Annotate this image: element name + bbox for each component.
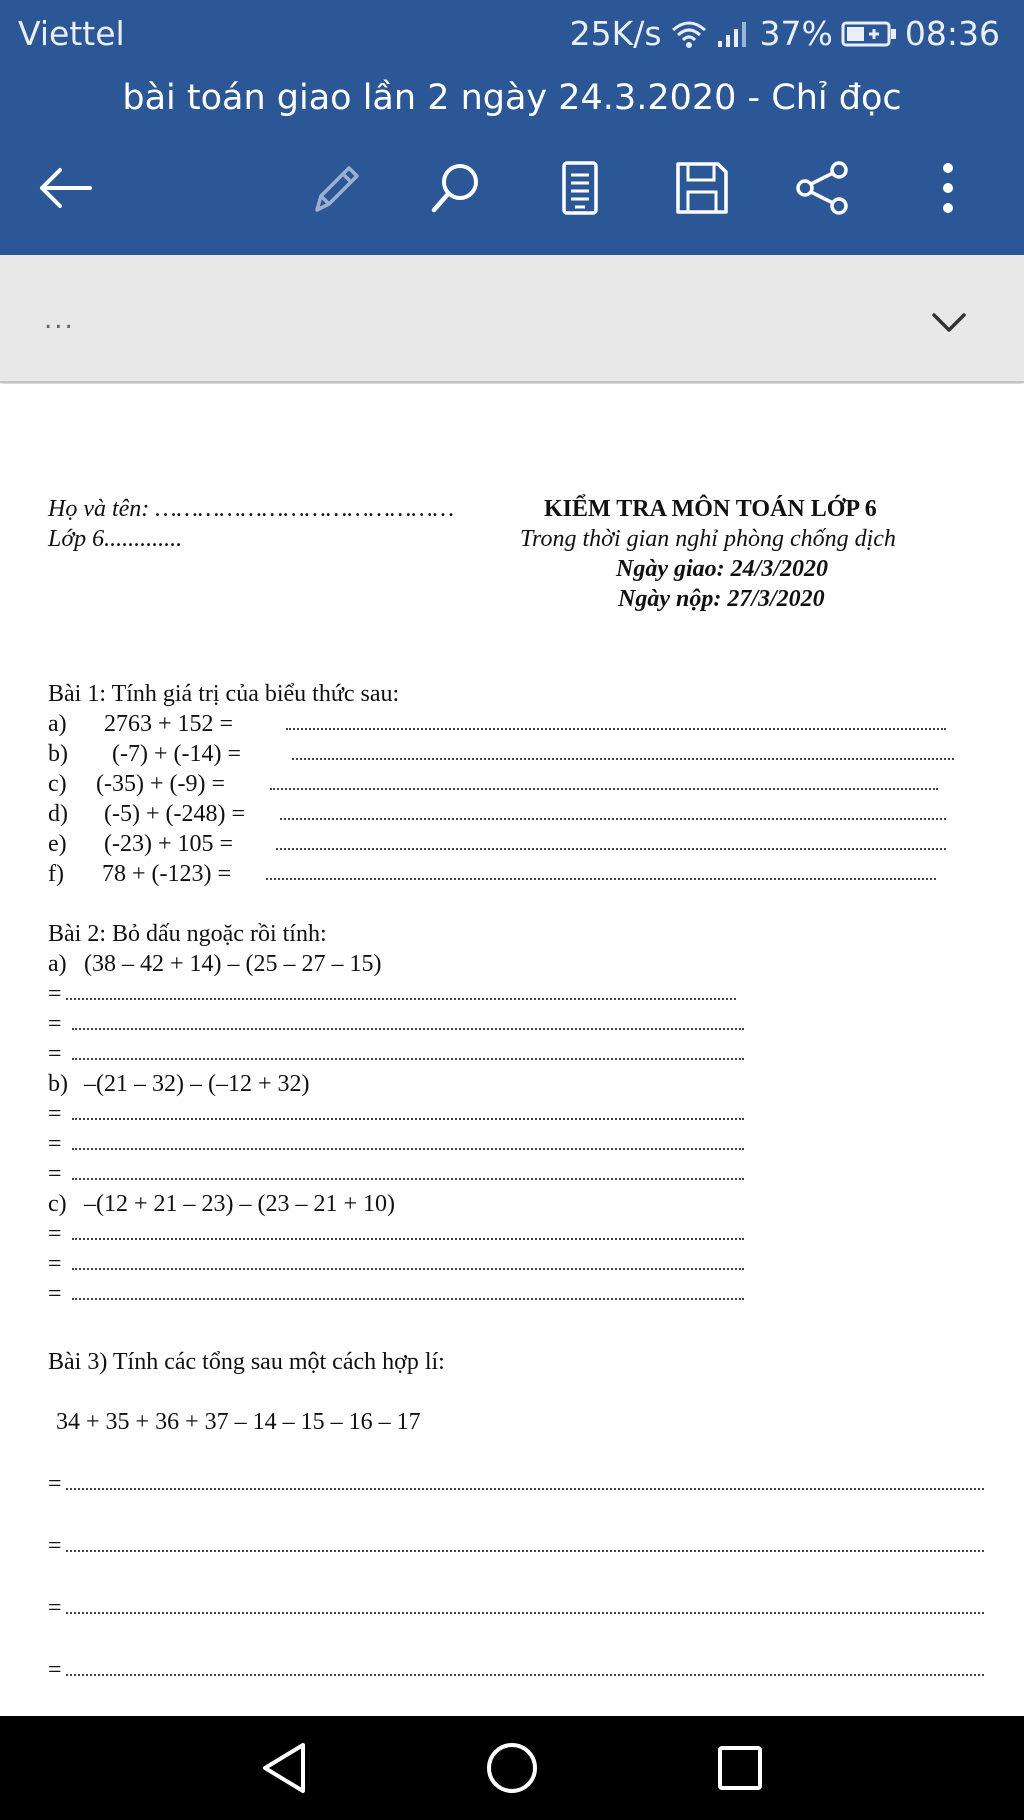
bai1-item-label: b)	[48, 741, 68, 767]
bai2-part-expr: –(12 + 21 – 23) – (23 – 21 + 10)	[84, 1191, 396, 1217]
student-name-label: Họ và tên: ……………………………………	[48, 496, 455, 522]
equals-sign: =	[48, 1131, 62, 1157]
answer-line	[72, 1028, 744, 1030]
answer-line	[72, 1148, 744, 1150]
answer-line	[270, 788, 938, 790]
equals-sign: =	[48, 1161, 62, 1187]
bai2-part-label: a)	[48, 951, 67, 977]
nav-recents-icon	[715, 1743, 765, 1793]
answer-line	[72, 1058, 744, 1060]
search-button[interactable]	[426, 158, 486, 218]
back-arrow-icon	[36, 166, 92, 210]
equals-sign: =	[48, 981, 62, 1007]
answer-line	[66, 1612, 984, 1614]
app-bar	[0, 0, 1024, 255]
bai1-item-label: d)	[48, 801, 68, 827]
back-button[interactable]	[34, 158, 94, 218]
nav-back-button[interactable]	[252, 1736, 316, 1800]
answer-line	[280, 818, 946, 820]
bai1-item-label: f)	[48, 861, 64, 887]
share-icon	[795, 160, 851, 216]
bai1-title: Bài 1: Tính giá trị của biểu thức sau:	[48, 681, 400, 707]
carrier-name: Viettel	[18, 14, 125, 53]
status-indicators	[570, 14, 1000, 53]
assigned-date: Ngày giao: 24/3/2020	[616, 556, 828, 582]
ribbon-expand-button[interactable]	[926, 300, 972, 346]
bai1-item-expr: 78 + (-123) =	[102, 861, 232, 887]
bai2-title: Bài 2: Bỏ dấu ngoặc rồi tính:	[48, 921, 327, 947]
bai1-item-expr: (-35) + (-9) =	[96, 771, 226, 797]
equals-sign: =	[48, 1657, 62, 1683]
bai2-part-expr: (38 – 42 + 14) – (25 – 27 – 15)	[84, 951, 382, 977]
chevron-down-icon	[926, 300, 972, 346]
nav-home-icon	[484, 1740, 540, 1796]
answer-line	[66, 1488, 984, 1490]
mobile-view-button[interactable]	[550, 158, 610, 218]
answer-line	[72, 1178, 744, 1180]
bai3-expr: 34 + 35 + 36 + 37 – 14 – 15 – 16 – 17	[56, 1409, 421, 1435]
ribbon-more-label[interactable]: ...	[44, 305, 75, 335]
equals-sign: =	[48, 1595, 62, 1621]
answer-line	[72, 1298, 744, 1300]
ribbon-bar	[0, 255, 1024, 383]
nav-home-button[interactable]	[480, 1736, 544, 1800]
navigation-bar	[0, 1716, 1024, 1820]
save-button[interactable]	[672, 158, 732, 218]
equals-sign: =	[48, 1101, 62, 1127]
bai1-item-label: a)	[48, 711, 67, 737]
bai1-item-expr: (-5) + (-248) =	[104, 801, 246, 827]
answer-line	[292, 758, 954, 760]
answer-line	[286, 728, 946, 730]
network-speed: 25K/s	[569, 14, 662, 53]
answer-line	[72, 1118, 744, 1120]
bai1-item-label: c)	[48, 771, 67, 797]
answer-line	[276, 848, 946, 850]
due-date: Ngày nộp: 27/3/2020	[618, 586, 825, 612]
bai3-title: Bài 3) Tính các tổng sau một cách hợp lí:	[48, 1349, 445, 1375]
share-button[interactable]	[793, 158, 853, 218]
more-options-button[interactable]	[918, 158, 978, 218]
answer-line	[72, 1268, 744, 1270]
battery-percent: 37%	[759, 14, 833, 53]
edit-pencil-icon	[307, 160, 363, 216]
answer-line	[266, 878, 936, 880]
bai1-item-expr: (-7) + (-14) =	[112, 741, 242, 767]
save-icon	[674, 160, 730, 216]
nav-back-icon	[259, 1741, 309, 1795]
signal-icon	[716, 19, 752, 49]
bai2-part-label: c)	[48, 1191, 67, 1217]
search-icon	[428, 160, 484, 216]
exam-title: KIỂM TRA MÔN TOÁN LỚP 6	[544, 496, 877, 522]
equals-sign: =	[48, 1011, 62, 1037]
exam-subtitle: Trong thời gian nghỉ phòng chống dịch	[520, 526, 896, 552]
edit-button[interactable]	[305, 158, 365, 218]
answer-line	[66, 998, 736, 1000]
bai1-item-expr: (-23) + 105 =	[104, 831, 234, 857]
equals-sign: =	[48, 1281, 62, 1307]
wifi-icon	[670, 18, 708, 50]
more-vert-icon	[938, 160, 958, 216]
equals-sign: =	[48, 1221, 62, 1247]
nav-recents-button[interactable]	[708, 1736, 772, 1800]
equals-sign: =	[48, 1251, 62, 1277]
bai2-part-expr: –(21 – 32) – (–12 + 32)	[84, 1071, 310, 1097]
bai1-item-label: e)	[48, 831, 67, 857]
document-page	[0, 384, 1024, 1716]
bai1-item-expr: 2763 + 152 =	[104, 711, 234, 737]
equals-sign: =	[48, 1041, 62, 1067]
clock: 08:36	[904, 14, 1000, 53]
class-label: Lớp 6.............	[48, 526, 183, 552]
document-title: bài toán giao lần 2 ngày 24.3.2020 - Chỉ đọc	[122, 78, 902, 118]
bai2-part-label: b)	[48, 1071, 68, 1097]
mobile-view-icon	[560, 160, 600, 216]
battery-icon	[841, 20, 897, 48]
equals-sign: =	[48, 1533, 62, 1559]
answer-line	[66, 1550, 984, 1552]
answer-line	[72, 1238, 744, 1240]
equals-sign: =	[48, 1471, 62, 1497]
answer-line	[66, 1674, 984, 1676]
